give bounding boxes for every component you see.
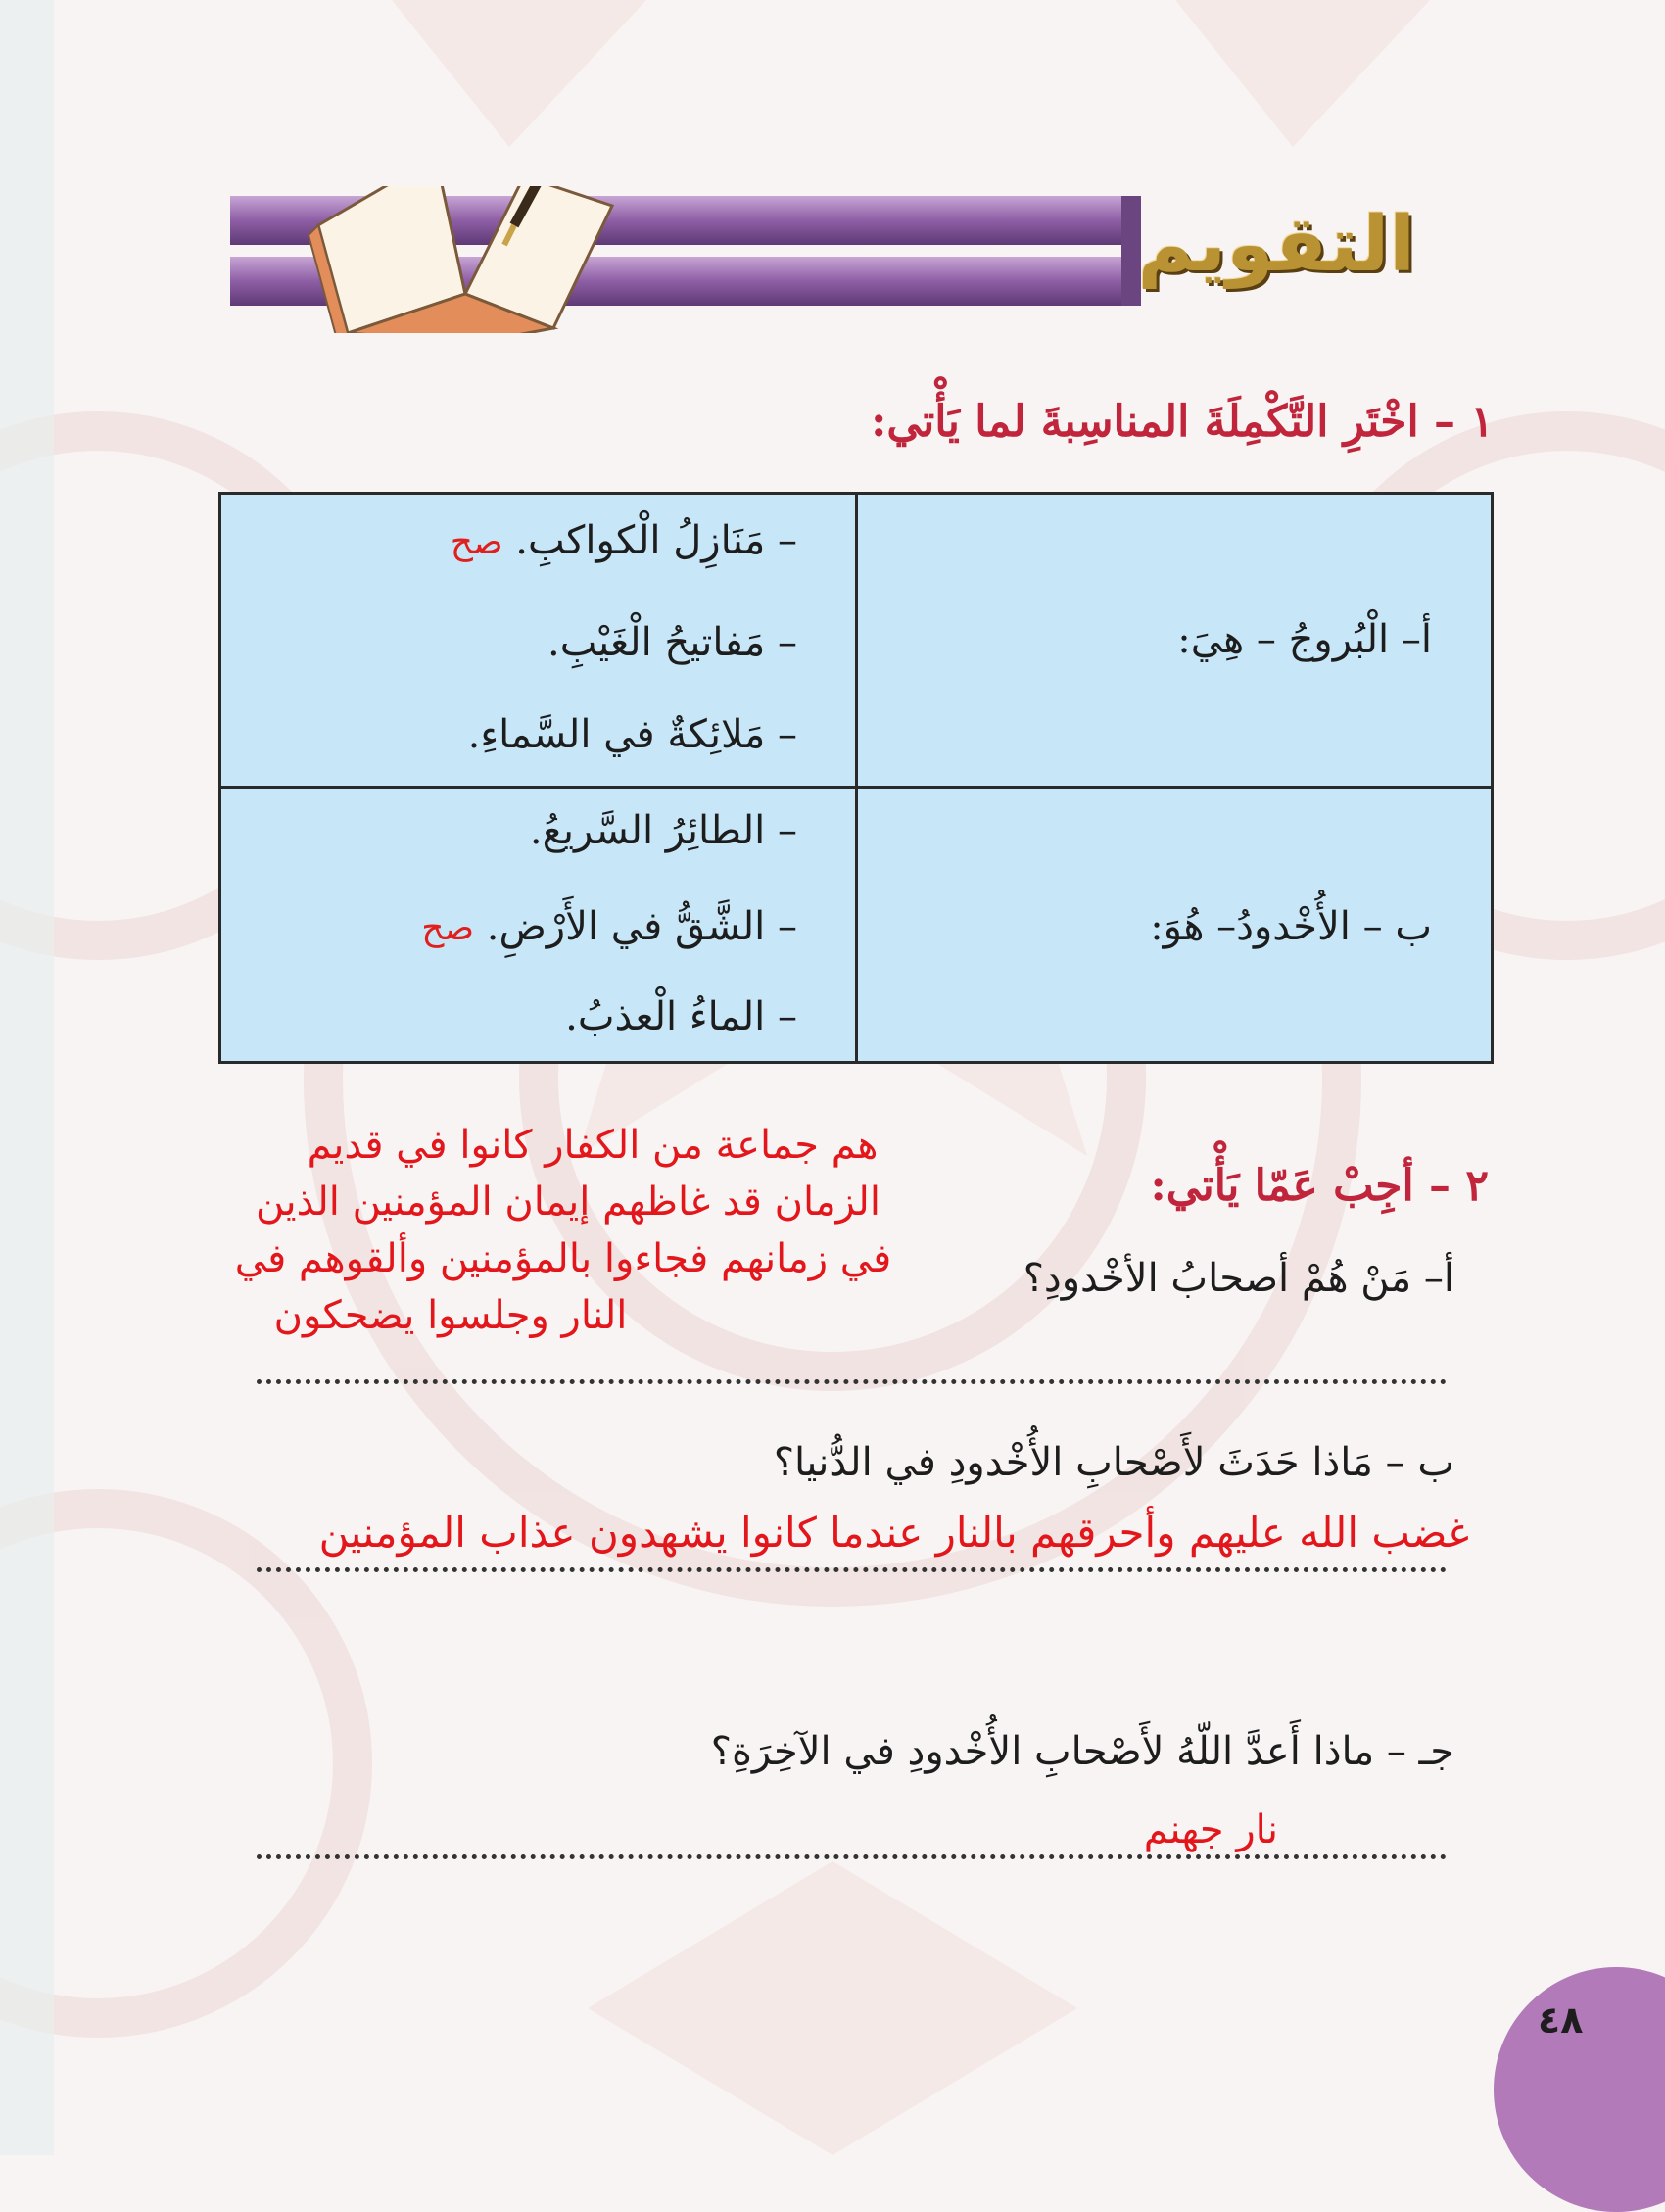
table-row bbox=[221, 789, 1491, 1061]
question-1-heading: ١ – اخْتَرِ التَّكْمِلَةَ المناسِبةَ لما يَأْتي: bbox=[871, 397, 1494, 447]
correct-mark: صح bbox=[421, 908, 475, 948]
answer-line: نار جهنم bbox=[1143, 1807, 1278, 1852]
option-text: – الشَّقُّ في الأَرْضِ. bbox=[486, 904, 797, 949]
section-title: التقويم bbox=[1137, 201, 1415, 289]
option-text: – مَفاتيحُ الْغَيْبِ. bbox=[547, 620, 797, 665]
option-text: – مَلائِكةٌ في السَّماءِ. bbox=[467, 712, 797, 757]
option-text: – مَنَازِلُ الْكواكبِ. bbox=[515, 518, 797, 563]
question-b: ب – مَاذا حَدَثَ لأَصْحابِ الأُخْدودِ في الدُّنيا؟ bbox=[773, 1440, 1454, 1485]
cell-divider bbox=[855, 495, 858, 786]
choice-table bbox=[218, 492, 1494, 1064]
option-text: – الطائِرُ السَّريعُ. bbox=[529, 808, 797, 853]
option-item[interactable] bbox=[468, 712, 797, 757]
option-item[interactable] bbox=[565, 994, 797, 1039]
option-item[interactable] bbox=[421, 904, 797, 949]
option-text: – الماءُ الْعذبُ. bbox=[565, 994, 797, 1039]
option-item[interactable] bbox=[451, 518, 797, 563]
answer-c[interactable] bbox=[1144, 1807, 1278, 1852]
row-stem: ب – الأُخْدودُ– هُوَ: bbox=[1150, 904, 1432, 949]
answer-line: هم جماعة من الكفار كانوا في قديم bbox=[307, 1123, 879, 1168]
answer-line-dots bbox=[257, 1379, 1447, 1384]
cell-divider bbox=[855, 789, 858, 1061]
answer-line-dots bbox=[257, 1567, 1447, 1572]
page-number: ٤٨ bbox=[1538, 1998, 1584, 2042]
row-stem: أ– الْبُروجُ – هِيَ: bbox=[1177, 617, 1432, 662]
option-item[interactable] bbox=[547, 620, 797, 665]
answer-line: غضب الله عليهم وأحرقهم بالنار عندما كانوا يشهدون عذاب المؤمنين bbox=[318, 1509, 1469, 1557]
correct-mark: صح bbox=[450, 522, 503, 562]
question-a: أ– مَنْ هُمْ أصحابُ الأخْدودِ؟ bbox=[1023, 1256, 1454, 1301]
answer-a[interactable] bbox=[157, 1117, 979, 1344]
answer-line: في زمانهم فجاءوا بالمؤمنين وألقوهم في bbox=[234, 1236, 892, 1281]
answer-line-dots bbox=[257, 1854, 1447, 1859]
question-2-heading: ٢ – أجِبْ عَمّا يَأْتي: bbox=[1150, 1161, 1489, 1211]
answer-b[interactable] bbox=[319, 1509, 1469, 1557]
answer-line: النار وجلسوا يضحكون bbox=[273, 1293, 628, 1338]
option-item[interactable] bbox=[530, 808, 797, 853]
question-c: جـ – ماذا أَعدَّ اللّهُ لأَصْحابِ الأُخْدودِ في الآخِرَةِ؟ bbox=[710, 1729, 1454, 1774]
table-row bbox=[221, 495, 1491, 789]
answer-line: الزمان قد غاظهم إيمان المؤمنين الذين bbox=[256, 1179, 880, 1225]
